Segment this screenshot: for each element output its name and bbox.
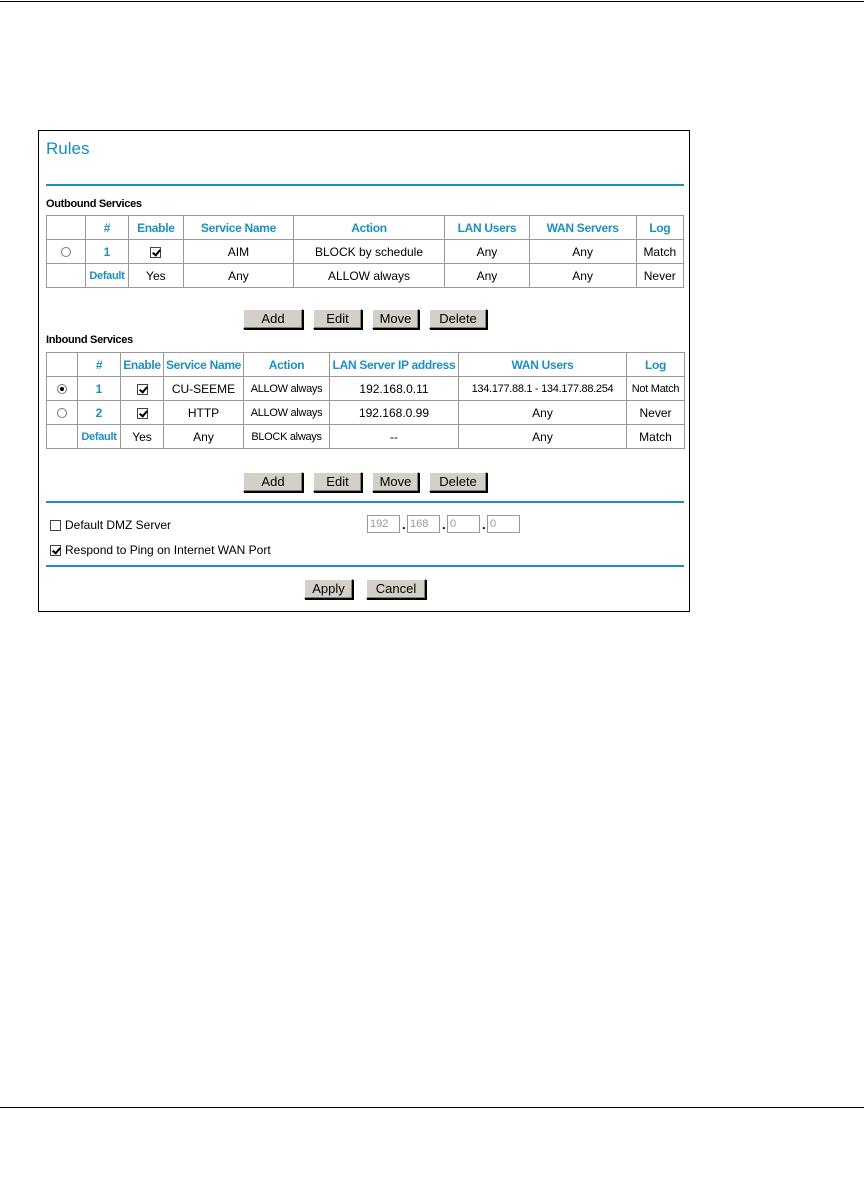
ip-separator: . xyxy=(482,517,486,532)
respond-ping-label: Respond to Ping on Internet WAN Port xyxy=(65,543,271,557)
table-row xyxy=(47,401,685,425)
select-column-header xyxy=(47,353,78,377)
column-header: LAN Server IP address xyxy=(330,353,459,377)
dmz-ip-octet-4[interactable] xyxy=(487,515,520,533)
action-cell: ALLOW always xyxy=(293,264,444,288)
enable-cell: Yes xyxy=(121,425,164,449)
lan-users-cell: Any xyxy=(445,240,530,264)
column-header: WAN Users xyxy=(459,353,627,377)
respond-ping-checkbox[interactable] xyxy=(50,545,61,556)
log-cell: Not Match xyxy=(627,377,685,401)
inbound-edit-button[interactable]: Edit xyxy=(313,472,362,492)
wan-users-cell: Any xyxy=(459,425,627,449)
rules-panel xyxy=(38,130,690,612)
log-cell: Match xyxy=(627,425,685,449)
log-cell: Match xyxy=(636,240,683,264)
inbound-services-table xyxy=(46,352,685,449)
wan-servers-cell: Any xyxy=(529,240,636,264)
action-cell: ALLOW always xyxy=(244,401,330,425)
outbound-add-button[interactable]: Add xyxy=(243,309,303,329)
table-row xyxy=(47,240,684,264)
inbound-move-button[interactable]: Move xyxy=(372,472,419,492)
rule-select-radio[interactable] xyxy=(61,247,71,257)
lan-server-ip-cell: -- xyxy=(330,425,459,449)
column-header: Action xyxy=(293,216,444,240)
service-name-cell: Any xyxy=(184,264,294,288)
section-divider xyxy=(46,565,684,567)
page-bottom-rule xyxy=(0,1107,864,1108)
column-header: Log xyxy=(636,216,683,240)
ip-separator: . xyxy=(402,517,406,532)
service-name-cell: Any xyxy=(164,425,244,449)
rule-number: Default xyxy=(78,425,121,449)
dmz-server-option xyxy=(50,518,171,532)
action-cell: BLOCK always xyxy=(244,425,330,449)
column-header: WAN Servers xyxy=(529,216,636,240)
column-header: LAN Users xyxy=(445,216,530,240)
column-header: Enable xyxy=(128,216,183,240)
inbound-delete-button[interactable]: Delete xyxy=(429,472,487,492)
column-header: # xyxy=(86,216,128,240)
table-header-row xyxy=(47,353,685,377)
column-header: Service Name xyxy=(164,353,244,377)
outbound-services-table xyxy=(46,215,684,288)
dmz-ip-octet-2[interactable] xyxy=(407,515,440,533)
rule-number: Default xyxy=(86,264,128,288)
section-divider xyxy=(46,501,684,503)
column-header: Action xyxy=(244,353,330,377)
dmz-server-label: Default DMZ Server xyxy=(65,518,172,532)
rule-number: 1 xyxy=(78,377,121,401)
service-name-cell: CU-SEEME xyxy=(164,377,244,401)
cancel-button[interactable]: Cancel xyxy=(366,579,426,599)
inbound-add-button[interactable]: Add xyxy=(243,472,303,492)
apply-button[interactable]: Apply xyxy=(304,579,353,599)
table-header-row xyxy=(47,216,684,240)
rule-number: 2 xyxy=(78,401,121,425)
rule-enable-checkbox[interactable] xyxy=(150,247,161,258)
outbound-delete-button[interactable]: Delete xyxy=(429,309,487,329)
log-cell: Never xyxy=(627,401,685,425)
page-top-rule xyxy=(0,1,864,2)
service-name-cell: AIM xyxy=(184,240,294,264)
rule-enable-checkbox[interactable] xyxy=(137,384,148,395)
rule-select-radio[interactable] xyxy=(57,384,67,394)
outbound-move-button[interactable]: Move xyxy=(372,309,419,329)
dmz-ip-octet-3[interactable] xyxy=(447,515,480,533)
dmz-server-checkbox[interactable] xyxy=(50,520,61,531)
select-column-header xyxy=(47,216,86,240)
action-cell: ALLOW always xyxy=(244,377,330,401)
rule-enable-checkbox[interactable] xyxy=(137,408,148,419)
outbound-edit-button[interactable]: Edit xyxy=(313,309,362,329)
outbound-services-label: Outbound Services xyxy=(46,198,142,210)
action-cell: BLOCK by schedule xyxy=(293,240,444,264)
inbound-services-label: Inbound Services xyxy=(46,334,133,346)
rule-select-radio[interactable] xyxy=(57,408,67,418)
wan-users-cell: 134.177.88.1 - 134.177.88.254 xyxy=(459,377,627,401)
wan-users-cell: Any xyxy=(459,401,627,425)
column-header: Service Name xyxy=(184,216,294,240)
lan-server-ip-cell: 192.168.0.11 xyxy=(330,377,459,401)
respond-ping-option xyxy=(50,543,271,557)
column-header: Log xyxy=(627,353,685,377)
lan-server-ip-cell: 192.168.0.99 xyxy=(330,401,459,425)
lan-users-cell: Any xyxy=(445,264,530,288)
wan-servers-cell: Any xyxy=(529,264,636,288)
default-rule-row xyxy=(47,425,685,449)
log-cell: Never xyxy=(636,264,683,288)
column-header: Enable xyxy=(121,353,164,377)
table-row xyxy=(47,377,685,401)
service-name-cell: HTTP xyxy=(164,401,244,425)
rule-number: 1 xyxy=(86,240,128,264)
page-title: Rules xyxy=(46,139,90,158)
column-header: # xyxy=(78,353,121,377)
dmz-ip-octet-1[interactable] xyxy=(367,515,400,533)
enable-cell: Yes xyxy=(128,264,183,288)
ip-separator: . xyxy=(442,517,446,532)
default-rule-row xyxy=(47,264,684,288)
title-divider xyxy=(46,184,684,186)
